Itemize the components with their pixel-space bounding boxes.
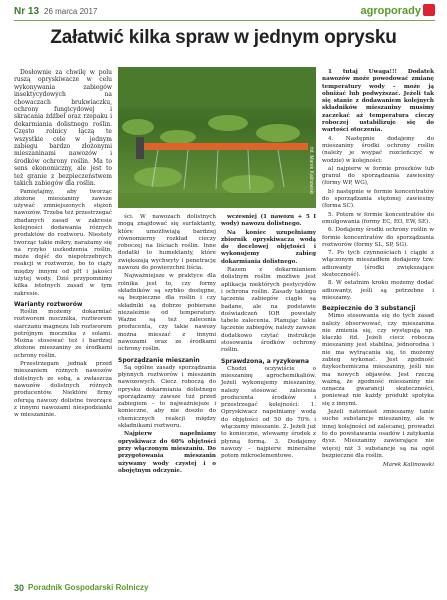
- paragraph: Mimo stosowania się do tych zasad należy obserwować, czy mieszanina nie zmienia się, czy występują np. kłaczki itd. Jeżeli ciecz robocza mieszaniny jest stabilna, jednorodna i nie ma wytrącania się, to możemy zabieg wykonać. Jest zgodność fizykochemiczna mieszaniny, jeśli nie ma nowych objawów. Jest rzeczą ważną, że zgodność mieszaniny nie oznacza gwarancji skuteczności, ponieważ nie każdy produkt spotyka się z innymi.: [322, 313, 434, 407]
- paragraph: Chodzi oczywiście o mieszaninę agrochemikaliów. Jeżeli wykonujemy mieszaniny, należy stosować zalecenia producenta środków i przestrzegać kolejności: 1. Opryskiwacz napełniamy wodą do objętości od 50 do 70% i włączamy mieszanie. 2. Jeżeli już to konieczne, wlewamy środek z płynną formą. 3. Dodajemy nawozy – najpierw mineralne potem mikroelementowe.: [221, 365, 316, 460]
- subheading: Bezpiecznie do 3 substancji: [322, 305, 416, 313]
- subheading: Sporządzanie mieszanin: [118, 356, 200, 364]
- page-number: 30: [14, 583, 25, 593]
- paragraph: Na koniec uzupełniamy zbiornik opryskiwacza wodą do docelowej objętości i wykonujemy zabieg dokarmiania dolistnego.: [221, 229, 316, 265]
- paragraph: Najważniejsze w praktyce dla rolnika jest to, czy formy składników są szybko dostępne, są bezpieczne dla roślin i czy składniki są dobrze pobierane niezależnie od temperatury. Ważne są też zalecenia producenta, czy takie nawozy można mieszać z innymi nawozami oraz ze środkami ochrony roślin.: [118, 273, 216, 353]
- footer-brands: Poradnik Gospodarski Rolniczy: [28, 583, 149, 592]
- paragraph: Są ogólne zasady sporządzania płynnych roztworów i mieszanin nawozowych. Ciecz roboczą do oprysku dokarmiania dolistnego sporządzamy zawsze tuż przed zabiegiem – to najważniejsze i konieczne, aby nie doszło do chemicznych reakcji między składnikami roztworu.: [118, 364, 216, 430]
- paragraph: a) najpierw w formie proszków lub granul do sporządzania zawiesiny (formy WP, WG),: [322, 165, 434, 187]
- subheading: Warianty roztworów: [14, 300, 83, 308]
- paragraph: Razem z dokarmianiem dolistnym roślin możliwe jest aplikacja niektórych pestycydów i ochrona roślin. Zasady takiego łączenia zabiegów ciągle są badane, ale na podstawie doświadczeń IOR powstały tabele zalecenia. Planując takie łączenie zabiegów, należy zawsze dodatkowo czytać instrukcje stosowania środków ochrony roślin.: [221, 267, 316, 354]
- paragraph: 1 tutaj Uwaga!!! Dodatek nawozów może powodować zmianę temperatury wody – może ją obniżać lub podwyższać. Jeżeli tak się stanie z dodawaniem kolejnych składników mieszaniny musimy zaczekać aż temperatura cieczy roboczej ustabilizuje się do wartości otoczenia.: [322, 69, 434, 134]
- paragraph: Przestrzegam jednak przed mieszaniem różnych nawozów dolistnych ze sobą, a zwłaszcza nawozów dolistnych różnych producentów. Niektóre firmy oferują nawozy dolistne tworzące z innymi nawozami niespodzianki w mieszaninie.: [14, 361, 112, 419]
- paragraph: b) następnie w formie koncentratów do sporządzania stężonej zawiesiny (forma SC).: [322, 188, 434, 210]
- paragraph: Roślin możemy dokarmiać roztworem mocznika, roztworem siarczanu magnezu lub roztworem potrójnym mocznika z solami. Można stosować też i bardziej złożone mieszaniny ze środkami ochrony roślin.: [14, 308, 112, 359]
- column-2: [118, 214, 216, 476]
- paragraph: 7. Po tych czynnościach i ciągłe z włączonym mieszadłem dodajemy tzw. adiuwanty (środki zwiększające skuteczność).: [322, 250, 434, 279]
- paragraph: 5. Potem w formie koncentratów do emulgowania (formy EC, EO, EW, SE).: [322, 211, 434, 225]
- brand-logo-icon: [423, 4, 435, 16]
- photo-caption: fot. Marek Kalinowski: [308, 146, 314, 194]
- page-header: [0, 0, 447, 22]
- issue-date: 26 marca 2017: [44, 7, 98, 16]
- paragraph: 8. W ostatnim kroku możemy dodać adiuwanty, jeśli są potrzebne i mieszamy.: [322, 280, 434, 301]
- paragraph: Najpierw napełniamy opryskiwacz do 60% objętości przy włączonym mieszaniu. Do przygotowania mieszanin używamy wody czystej i o obojętnym odczynie.: [118, 431, 216, 474]
- brand-name: agroporady: [360, 5, 421, 17]
- paragraph: ści. W nawozach dolistnych mogą znajdować się surfaktanty, które umożliwiają bardziej równomierny rozkład cieczy roboczej na liściach roślin. Inne dodatki to humektanty, które zwiększają wychwyty i penetrację nawozu do powierzchni liścia.: [118, 214, 216, 272]
- article-photo: [118, 67, 316, 208]
- paragraph: Jeżeli natomiast zmieszamy tanie suche substancje mieszaniny, ale w innej kolejności od zalecanej, prowadzi to do powstawania osadów i zatykania dysz. Mieszaniny zawierające nie więcej niż 3 substancje są na ogół bezpieczne dla roślin.: [322, 409, 434, 459]
- column-1: [14, 69, 112, 420]
- subheading: Sprawdzona, a ryzykowna: [221, 357, 309, 365]
- sprayer-photo-illustration: [118, 67, 316, 208]
- paragraph: wczesniej (1 nawozu + 5 I wody) nawozu dolistnego.: [221, 214, 316, 228]
- paragraph: 4. Następnie dodajemy do mieszaniny środki ochrony roślin (należy je wsypać rozcieńczyć w wodzie) w kolejności:: [322, 135, 434, 164]
- paragraph: Pamiętajmy, aby tworząc złożone mieszaniny zawsze używać zmniejszonych stężeń nawozów. Trzeba też przestrzegać zbadanych zasad w zakresie kolejności dodawania różnych produktów do roztworu. Niestety tworząc takie mikry, narażamy się na ryzyko uszkodzenia roślin, może dojść do niepotrzebnych reakcji w roztworze, bo to ciąży między innymi od pH i jakości użytej wody. Dziś przypomnimy kilka istotnych zasad w tym zakresie.: [14, 188, 112, 297]
- article-title: Załatwić kilka spraw w jednym oprysku: [50, 27, 397, 48]
- column-4: [322, 69, 434, 469]
- header-divider: [14, 20, 435, 21]
- paragraph: 6. Dodajemy środki ochrony roślin w formie koncentratów do sporządzania roztworów (formy SL, SP, SG).: [322, 227, 434, 248]
- intro-paragraph: Dosłownie za chwilę w polu ruszą opryskiwacze w celu wykonywania zabiegów insektycydowych na chowaczach brukwiaczku, ochrony fungicydowej i skracania źdźbeł oraz rzepaku i dokarmiania dolistnego roślin. Często rolnicy łączą te wszystkie cele w jednym zabiegu bardzo złożonymi mieszaninami nawozów i środków ochrony roślin. Ma to sens ekonomiczny, ale jest to też granie z bezpieczeństwem takich zabiegów dla roślin.: [14, 69, 112, 188]
- issue-number: Nr 13: [14, 6, 40, 17]
- author-signature: Marek Kalinowski: [382, 462, 434, 469]
- column-3: [221, 214, 316, 462]
